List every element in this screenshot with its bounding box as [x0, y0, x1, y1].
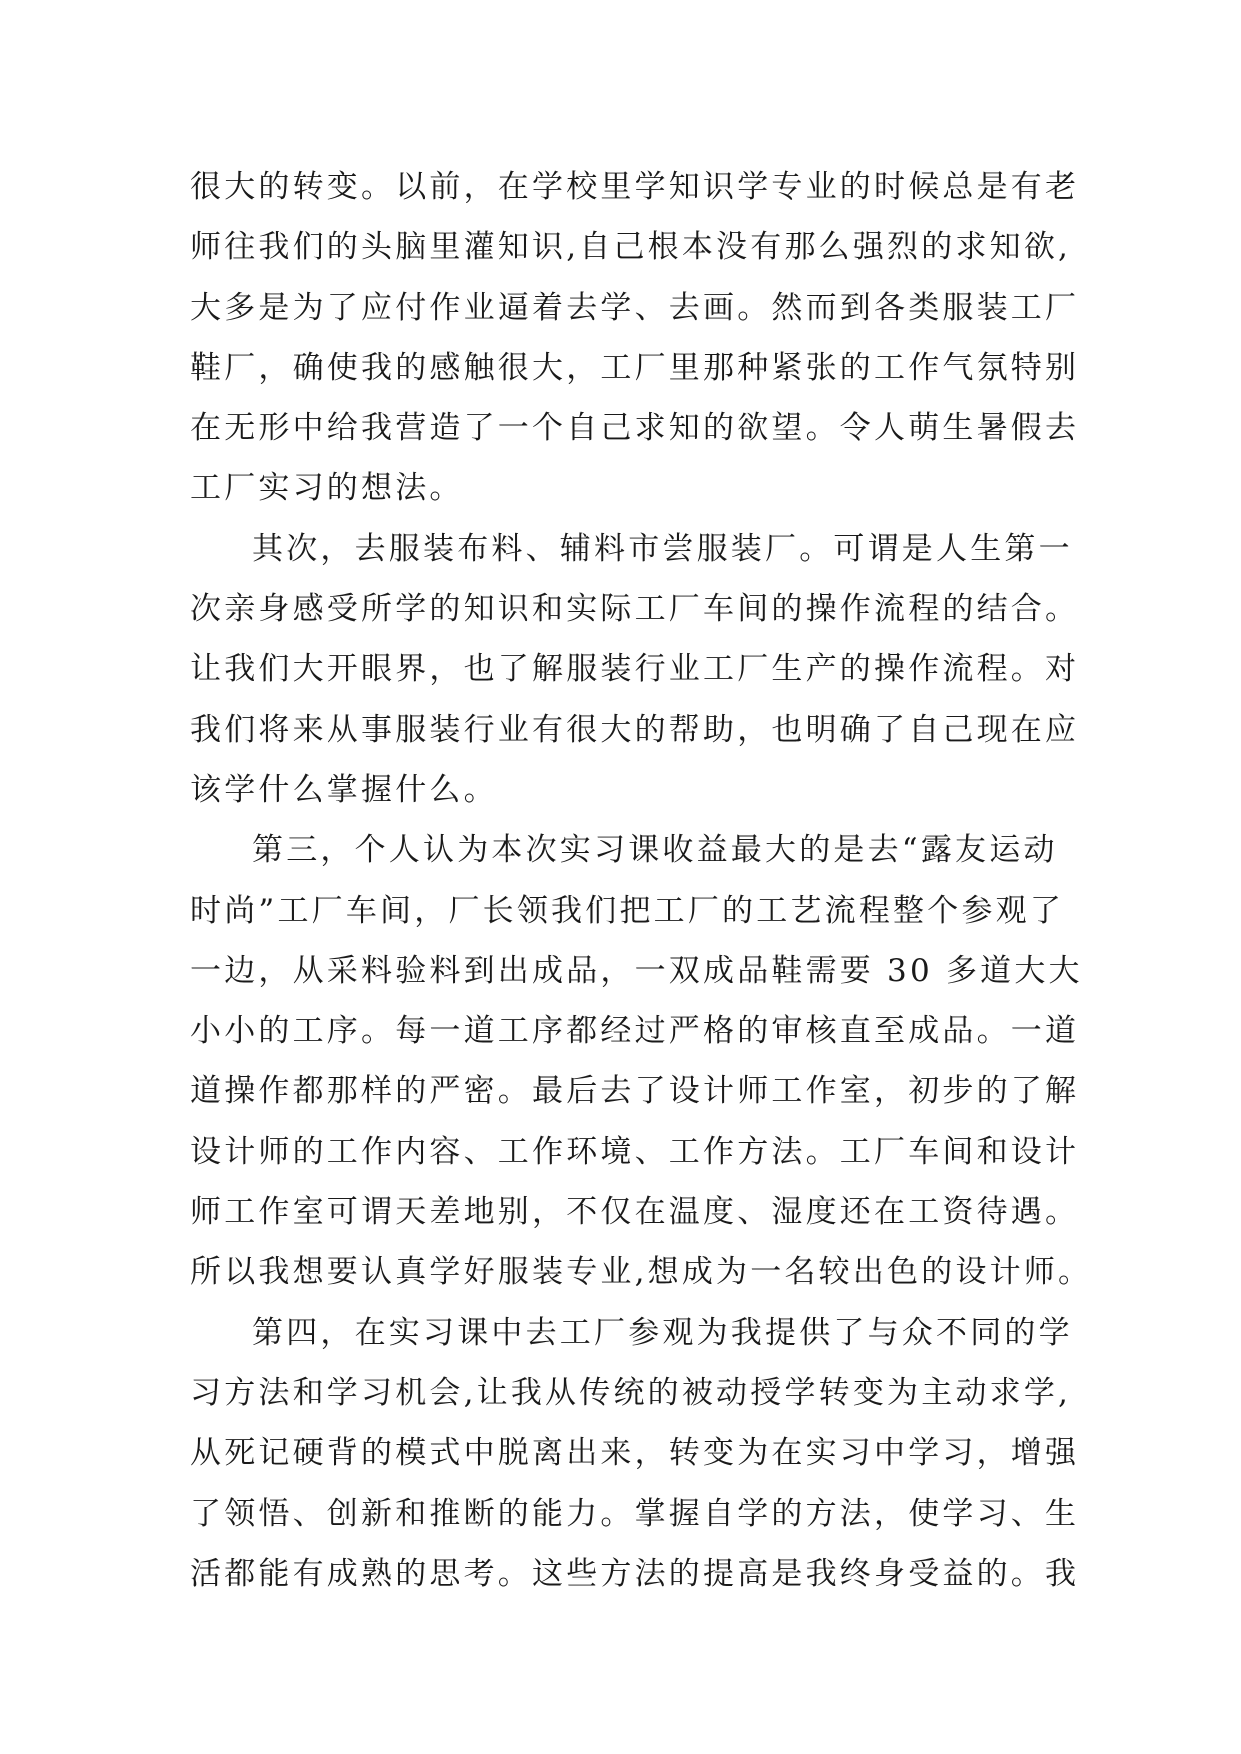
paragraph-start-line: 其次，去服装布料、辅料市尝服装厂。可谓是人生第一: [252, 530, 1073, 567]
text-line: 小小的工序。每一道工序都经过严格的审核直至成品。一道: [190, 1013, 1080, 1050]
body-text: [190, 157, 1093, 1604]
text-line: 该学什么掌握什么。: [190, 771, 498, 808]
text-line: 师往我们的头脑里灌知识,自己根本没有那么强烈的求知欲,: [190, 229, 1072, 266]
text-line: 从死记硬背的模式中脱离出来，转变为在实习中学习，增强: [190, 1435, 1080, 1472]
text-line: 工厂实习的想法。: [190, 470, 464, 507]
paragraph-start-line: 第三，个人认为本次实习课收益最大的是去“露友运动: [252, 832, 1058, 869]
text-line: 次亲身感受所学的知识和实际工厂车间的操作流程的结合。: [190, 591, 1080, 628]
text-line: 让我们大开眼界，也了解服装行业工厂生产的操作流程。对: [190, 651, 1080, 688]
text-line: 我们将来从事服装行业有很大的帮助，也明确了自己现在应: [190, 711, 1080, 748]
text-line: 很大的转变。以前，在学校里学知识学专业的时候总是有老: [190, 169, 1080, 205]
text-line: 习方法和学习机会,让我从传统的被动授学转变为主动求学,: [190, 1374, 1072, 1411]
text-line: 道操作都那样的严密。最后去了设计师工作室，初步的了解: [190, 1073, 1080, 1110]
text-line: 一边，从采料验料到出成品，一双成品鞋需要 30 多道大大: [190, 952, 1083, 989]
text-line: 活都能有成熟的思考。这些方法的提高是我终身受益的。我: [190, 1555, 1080, 1592]
text-line: 师工作室可谓天差地别，不仅在温度、湿度还在工资待遇。: [190, 1194, 1080, 1231]
text-line: 大多是为了应付作业逼着去学、去画。然而到各类服装工厂: [190, 289, 1080, 326]
text-line: 鞋厂，确使我的感触很大，工厂里那种紧张的工作气氛特别: [190, 349, 1080, 386]
text-line: 了领悟、创新和推断的能力。掌握自学的方法，使学习、生: [190, 1495, 1080, 1532]
text-line: 在无形中给我营造了一个自己求知的欲望。令人萌生暑假去: [190, 410, 1080, 447]
text-line: 设计师的工作内容、工作环境、工作方法。工厂车间和设计: [190, 1133, 1080, 1170]
text-line: 所以我想要认真学好服装专业,想成为一名较出色的设计师。: [190, 1254, 1093, 1291]
paragraph-start-line: 第四，在实习课中去工厂参观为我提供了与众不同的学: [252, 1314, 1073, 1351]
text-line: 时尚”工厂车间，厂长领我们把工厂的工艺流程整个参观了: [190, 892, 1065, 929]
